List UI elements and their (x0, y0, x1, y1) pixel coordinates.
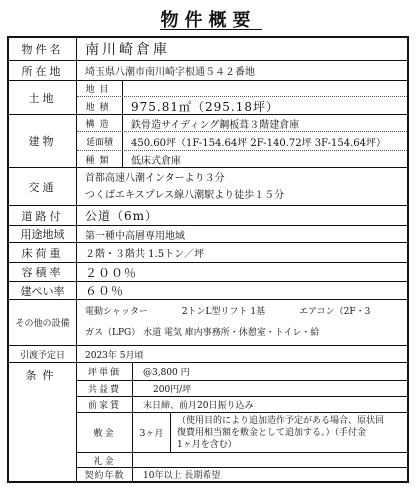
road-label: 道路付 (9, 206, 77, 225)
cond-rent-label: 坪単価 (77, 363, 133, 380)
cond-prepay-label: 前家賃 (77, 397, 133, 412)
building-structure-label: 構造 (77, 115, 123, 131)
land-area-label: 地積 (77, 97, 123, 115)
row-building (9, 115, 407, 168)
handover-label: 引渡予定日 (9, 346, 77, 362)
transport-line-2: つくばエキスプレス線八潮駅より徒歩１５分 (85, 189, 285, 201)
location-value: 埼玉県八潮市南川崎字根通５４２番地 (85, 67, 255, 78)
cond-deposit-months: 3ヶ月 (133, 413, 171, 452)
cond-deposit-label: 敷金 (77, 413, 133, 452)
cond-term-row (77, 468, 407, 481)
facilities-values (77, 300, 407, 345)
cond-term-value: 10年以上 長期希望 (143, 471, 221, 481)
cond-keymoney-value (133, 453, 407, 467)
land-label: 土地 (9, 81, 77, 114)
floor-load-value: ２階・３階共 1.5トン／坪 (85, 249, 205, 260)
building-floor-area-row (77, 132, 407, 151)
cond-deposit-note (171, 413, 407, 452)
cond-keymoney-label: 礼金 (77, 453, 133, 467)
row-facilities (9, 300, 407, 346)
row-zoning (9, 226, 407, 243)
bcr-label: 建ぺい率 (9, 282, 77, 299)
cond-keymoney-row (77, 453, 407, 468)
row-transport (9, 168, 407, 206)
cond-common-value: 200円/坪 (153, 385, 192, 395)
row-handover (9, 346, 407, 363)
facilities-line-1 (85, 302, 370, 323)
cond-common-label: 共益費 (77, 381, 133, 396)
zoning-value: 第一種中高層専用地域 (85, 230, 185, 242)
property-summary-table (7, 36, 409, 483)
row-bcr (9, 282, 407, 300)
cond-rent-row (77, 363, 407, 381)
property-name-label: 物件名 (9, 38, 77, 60)
cond-term-label: 契約年数 (77, 468, 133, 481)
bcr-value: ６０％ (85, 284, 125, 298)
cond-deposit-row (77, 413, 407, 453)
land-chimoku-label: 地目 (77, 81, 123, 96)
row-conditions (9, 363, 407, 481)
building-type-value: 低床式倉庫 (131, 156, 181, 167)
conditions-label: 条件 (9, 363, 77, 481)
land-chimoku-row (77, 81, 407, 97)
building-structure-value: 鉄骨造サイディング鋼板葺３階建倉庫 (131, 119, 300, 131)
facilities-aircon: エアコン（2F・3 (299, 306, 371, 317)
building-type-row (77, 151, 407, 168)
location-label: 所在地 (9, 61, 77, 80)
row-location (9, 61, 407, 81)
cond-prepay-row (77, 397, 407, 413)
cond-deposit-note-3: 1ヶ月を含む） (177, 439, 237, 450)
property-name-value: 南川崎倉庫 (85, 42, 170, 58)
transport-values (77, 168, 407, 205)
facilities-label: その他の設備 (9, 300, 77, 345)
cond-deposit-note-1: （使用目的により追加造作予定がある場合、原状回 (177, 415, 385, 426)
row-property-name (9, 38, 407, 61)
building-label: 建物 (9, 115, 77, 167)
row-land (9, 81, 407, 115)
building-type-label: 種類 (77, 151, 123, 168)
building-floor-area-value: 450.60坪（1F-154.64坪 2F-140.72坪 3F-154.64坪） (131, 137, 387, 149)
row-road (9, 206, 407, 226)
facilities-line-2: ガス（LPG） 水道 電気 庫内事務所・休憩室・トイレ・給 (85, 327, 320, 338)
building-floor-area-label: 延面積 (77, 132, 123, 150)
cond-prepay-value: 末日締、前月20日振り込み (143, 401, 254, 411)
title-underline (160, 29, 262, 30)
transport-label: 交通 (9, 168, 77, 205)
row-floor-load (9, 243, 407, 263)
row-far (9, 263, 407, 282)
floor-load-label: 床荷重 (9, 243, 77, 262)
cond-rent-value: @3,800 円 (143, 368, 190, 378)
land-area-row (77, 97, 407, 115)
facilities-lift: 2トンL型リフト 1基 (181, 306, 266, 317)
building-structure-row (77, 115, 407, 132)
facilities-shutter: 電動シャッター (85, 306, 148, 317)
cond-deposit-note-2: 復費用相当額を敷金として追加する。）（手付金 (177, 427, 367, 438)
handover-value: 2023年 5月頃 (85, 350, 144, 361)
land-area-value: 975.81㎡（295.18坪） (131, 99, 279, 114)
transport-line-1: 首都高速八潮インターより３分 (85, 172, 225, 184)
far-label: 容積率 (9, 263, 77, 281)
zoning-label: 用途地域 (9, 226, 77, 242)
page-title: 物件概要 (160, 10, 257, 31)
cond-common-row (77, 381, 407, 397)
land-chimoku-value (123, 81, 407, 96)
road-value: 公道（6m） (85, 209, 159, 223)
far-value: ２００％ (85, 265, 138, 280)
